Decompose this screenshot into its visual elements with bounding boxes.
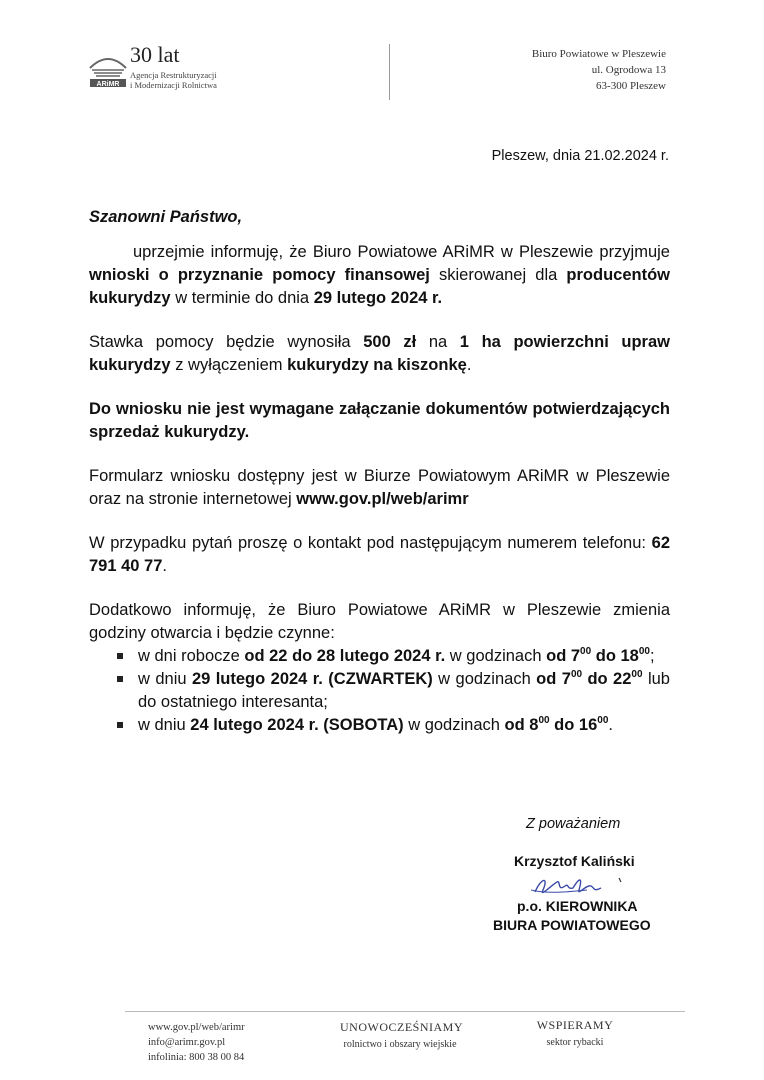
- slogan1-subtitle: rolnictwo i obszary wiejskie: [343, 1039, 457, 1050]
- footer-slogan-support: [530, 1018, 620, 1048]
- paragraph-rate: Stawka pomocy będzie wynosiła 500 zł na 1 ha powierzchni upraw kukurydzy z wyłączeniem kukurydzy na kiszonkę.: [89, 333, 670, 374]
- letter-body: [89, 206, 670, 737]
- logo-subtitle-line1: Agencja Restrukturyzacji: [130, 70, 217, 80]
- office-address: [532, 46, 666, 94]
- footer-website: www.gov.pl/web/arimr: [148, 1022, 245, 1033]
- letter-date: Pleszew, dnia 21.02.2024 r.: [491, 148, 669, 164]
- list-item: w dni robocze od 22 do 28 lutego 2024 r. w godzinach od $7^{00}$ do $18^{00}$;: [89, 645, 670, 668]
- slogan1-title: UNOWOCZEŚNIAMY: [340, 1020, 463, 1034]
- office-name: Biuro Powiatowe w Pleszewie: [531, 48, 666, 60]
- header-divider: [389, 44, 390, 100]
- footer-contact: [148, 1020, 245, 1065]
- arimr-logo: [88, 44, 238, 92]
- paragraph-hours-intro: Dodatkowo informuję, że Biuro Powiatowe ARiMR w Pleszewie zmienia godziny otwarcia i będzie czynne:: [89, 601, 670, 642]
- signer-role-line1: p.o. KIEROWNIKA: [517, 898, 638, 914]
- paragraph-form: Formularz wniosku dostępny jest w Biurze Powiatowym ARiMR w Pleszewie oraz na stronie internetowej www.gov.pl/web/arimr: [89, 467, 670, 508]
- logo-subtitle-line2: i Modernizacji Rolnictwa: [130, 80, 217, 90]
- paragraph-documents: Do wniosku nie jest wymagane załączanie dokumentów potwierdzających sprzedaż kukurydzy.: [89, 400, 670, 441]
- signer-name: Krzysztof Kaliński: [514, 853, 635, 869]
- slogan2-title: WSPIERAMY: [536, 1018, 614, 1032]
- slogan2-subtitle: sektor rybacki: [546, 1037, 604, 1048]
- list-item: w dniu 24 lutego 2024 r. (SOBOTA) w godzinach od $8^{00}$ do $16^{00}$.: [89, 714, 670, 737]
- phone-number: 62 791 40 77: [89, 534, 670, 575]
- bullet-square-icon: [117, 676, 123, 682]
- paragraph-application: uprzejmie informuję, że Biuro Powiatowe ARiMR w Pleszewie przyjmuje wnioski o przyznanie pomocy finansowej skierowanej dla producentów kukurydzy w terminie do dnia 29 lutego 2024 r.: [89, 243, 670, 307]
- footer-hotline: infolinia: 800 38 00 84: [148, 1052, 245, 1063]
- arimr-logo-mark-icon: [88, 48, 128, 88]
- signer-role-line2: BIURA POWIATOWEGO: [493, 917, 651, 933]
- paragraph-contact: W przypadku pytań proszę o kontakt pod następującym numerem telefonu: 62 791 40 77.: [89, 534, 670, 575]
- office-city: 63-300 Pleszew: [596, 80, 666, 92]
- opening-hours-list: [89, 645, 670, 737]
- website-link: www.gov.pl/web/arimr: [296, 490, 469, 508]
- greeting: Szanowni Państwo,: [89, 208, 243, 226]
- office-street: ul. Ogrodowa 13: [591, 64, 666, 76]
- logo-years: 30 lat: [130, 42, 180, 67]
- footer-email: info@arimr.gov.pl: [148, 1037, 226, 1048]
- footer-slogan-modernize: [340, 1020, 463, 1050]
- closing-phrase: Z poważaniem: [526, 816, 621, 832]
- footer-divider: [125, 1011, 685, 1012]
- bullet-square-icon: [117, 722, 123, 728]
- logo-mark-text: ARiMR: [96, 81, 120, 88]
- handwritten-signature-icon: [527, 870, 637, 900]
- bullet-square-icon: [117, 653, 123, 659]
- list-item: w dniu 29 lutego 2024 r. (CZWARTEK) w godzinach od $7^{00}$ do $22^{00}$ lub do ostatniego interesanta;: [89, 668, 670, 714]
